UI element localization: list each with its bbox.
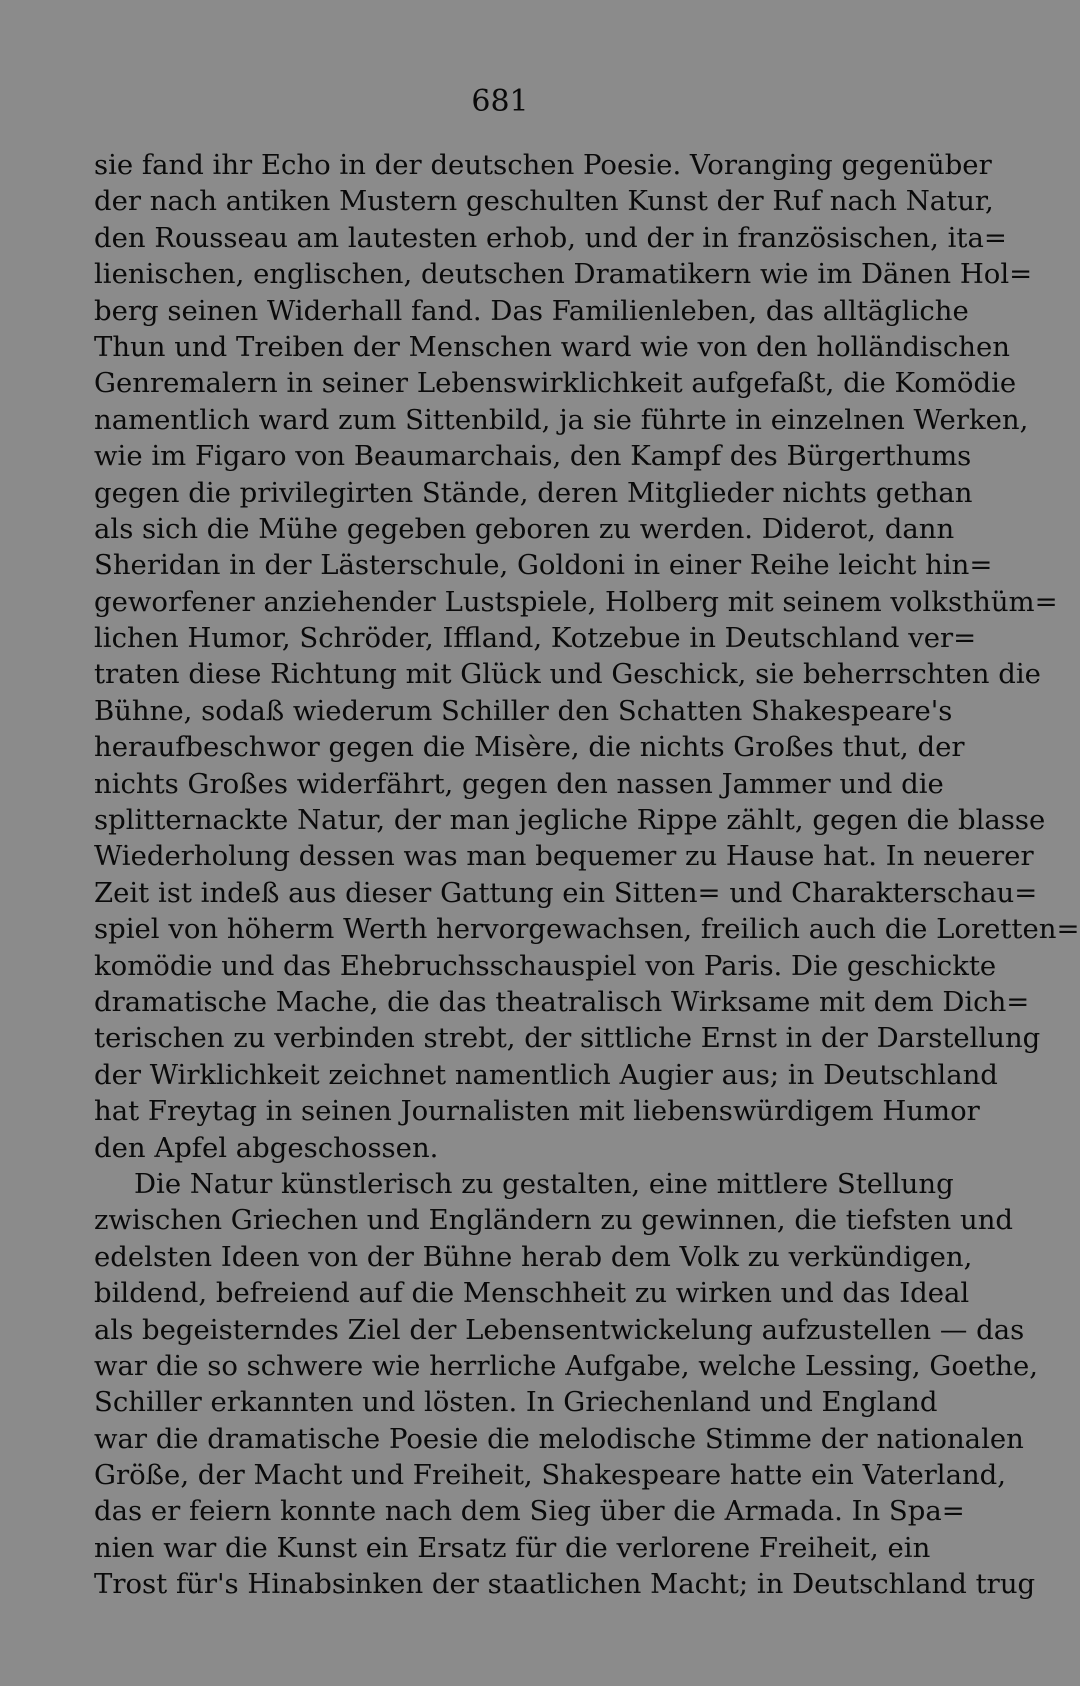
text-line: Die Natur künstlerisch zu gestalten, eine mittlere Stellung	[134, 1167, 954, 1200]
text-line: edelsten Ideen von der Bühne herab dem Volk zu verkündigen,	[94, 1240, 973, 1273]
text-line: splitternackte Natur, der man jegliche Rippe zählt, gegen die blasse	[94, 804, 1046, 837]
text-line: lichen Humor, Schröder, Iffland, Kotzebue in Deutschland ver=	[94, 622, 977, 655]
text-line: zwischen Griechen und Engländern zu gewinnen, die tiefsten und	[94, 1204, 1014, 1237]
text-line: komödie und das Ehebruchsschauspiel von Paris. Die geschickte	[94, 949, 997, 982]
text-line: nien war die Kunst ein Ersatz für die verlorene Freiheit, ein	[94, 1531, 931, 1564]
text-line: wie im Figaro von Beaumarchais, den Kampf des Bürgerthums	[94, 440, 972, 473]
text-line: Thun und Treiben der Menschen ward wie von den holländischen	[94, 330, 1010, 363]
text-line: Bühne, sodaß wiederum Schiller den Schatten Shakespeare's	[94, 694, 953, 727]
text-line: Zeit ist indeß aus dieser Gattung ein Sitten= und Charakterschau=	[94, 876, 1038, 909]
text-line: der Wirklichkeit zeichnet namentlich Augier aus; in Deutschland	[94, 1058, 998, 1091]
text-line: sie fand ihr Echo in der deutschen Poesie. Voranging gegenüber	[94, 149, 992, 181]
text-line: der nach antiken Mustern geschulten Kunst der Ruf nach Natur,	[94, 185, 994, 218]
text-line: Wiederholung dessen was man bequemer zu Hause hat. In neuerer	[94, 840, 1034, 873]
text-line: spiel von höherm Werth hervorgewachsen, freilich auch die Loretten=	[94, 913, 1080, 946]
text-line: bildend, befreiend auf die Menschheit zu wirken und das Ideal	[94, 1277, 970, 1310]
text-line: traten diese Richtung mit Glück und Geschick, sie beherrschten die	[94, 658, 1041, 691]
text-line: heraufbeschwor gegen die Misère, die nichts Großes thut, der	[94, 731, 965, 764]
text-line: terischen zu verbinden strebt, der sittliche Ernst in der Darstellung	[94, 1022, 1041, 1055]
text-line: namentlich ward zum Sittenbild, ja sie führte in einzelnen Werken,	[94, 403, 1029, 436]
text-line: den Rousseau am lautesten erhob, und der in französischen, ita=	[94, 221, 1007, 254]
text-line: Sheridan in der Lästerschule, Goldoni in einer Reihe leicht hin=	[94, 549, 993, 582]
text-line: als sich die Mühe gegeben geboren zu werden. Diderot, dann	[94, 512, 955, 545]
text-line: Trost für's Hinabsinken der staatlichen Macht; in Deutschland trug	[94, 1568, 1036, 1601]
text-line: geworfener anziehender Lustspiele, Holberg mit seinem volksthüm=	[94, 585, 1058, 618]
text-line: berg seinen Widerhall fand. Das Familienleben, das alltägliche	[94, 294, 969, 327]
text-line: hat Freytag in seinen Journalisten mit liebenswürdigem Humor	[94, 1095, 980, 1128]
text-line: den Apfel abgeschossen.	[94, 1131, 439, 1164]
text-line: Größe, der Macht und Freiheit, Shakespeare hatte ein Vaterland,	[94, 1459, 1007, 1492]
text-line: war die so schwere wie herrliche Aufgabe, welche Lessing, Goethe,	[94, 1349, 1038, 1382]
page-number: 681	[471, 84, 529, 119]
text-line: lienischen, englischen, deutschen Dramatikern wie im Dänen Hol=	[94, 258, 1033, 291]
text-line: dramatische Mache, die das theatralisch Wirksame mit dem Dich=	[94, 985, 1030, 1018]
text-line: war die dramatische Poesie die melodische Stimme der nationalen	[94, 1422, 1024, 1455]
text-line: nichts Großes widerfährt, gegen den nassen Jammer und die	[94, 767, 944, 800]
body-text	[94, 147, 1080, 1603]
text-line: das er feiern konnte nach dem Sieg über die Armada. In Spa=	[94, 1495, 965, 1528]
text-line: gegen die privilegirten Stände, deren Mitglieder nichts gethan	[94, 476, 973, 509]
text-line: Schiller erkannten und lösten. In Griechenland und England	[94, 1386, 938, 1419]
text-line: Genremalern in seiner Lebenswirklichkeit aufgefaßt, die Komödie	[94, 367, 1017, 400]
text-line: als begeisterndes Ziel der Lebensentwickelung aufzustellen — das	[94, 1313, 1025, 1346]
